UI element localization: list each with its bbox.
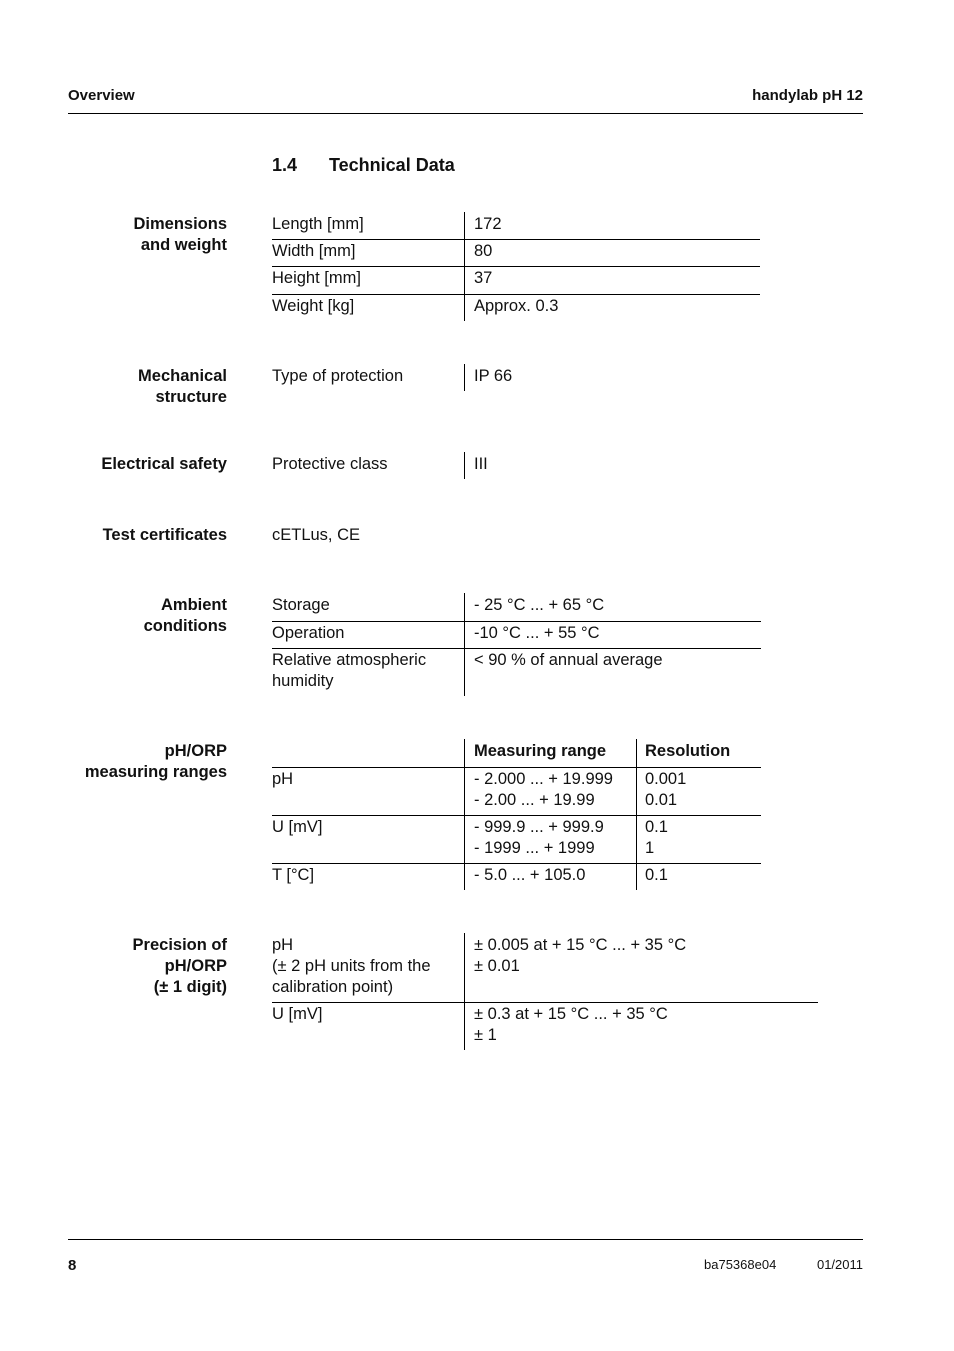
ranges-t-range: - 5.0 ... + 105.0	[474, 866, 586, 884]
dim-length-value: 172	[474, 215, 502, 233]
section-title: Technical Data	[329, 155, 455, 175]
ranges-head-resolution: Resolution	[645, 742, 731, 760]
ranges-head-range: Measuring range	[474, 742, 607, 760]
precision-mv-value: ± 0.3 at + 15 °C ... + 35 °C ± 1	[474, 1005, 668, 1044]
row-rule	[272, 863, 761, 864]
dim-weight-value: Approx. 0.3	[474, 297, 559, 315]
table-divider	[464, 933, 465, 1050]
ranges-ph-resolution: 0.001 0.01	[645, 770, 687, 809]
ranges-ph-label: pH	[272, 770, 294, 788]
amb-storage-value: - 25 °C ... + 65 °C	[474, 596, 605, 614]
ranges-mv-resolution: 0.1 1	[645, 818, 668, 857]
dim-width-value: 80	[474, 242, 493, 260]
header-rule	[68, 113, 863, 114]
row-rule	[272, 648, 761, 649]
row-rule	[272, 621, 761, 622]
mech-protection-label: Type of protection	[272, 367, 404, 385]
label-electrical: Electrical safety	[101, 455, 227, 473]
section-number: 1.4	[272, 155, 298, 175]
doc-date: 01/2011	[816, 1257, 863, 1272]
dim-weight-label: Weight [kg]	[272, 297, 355, 315]
label-dimensions: Dimensions and weight	[133, 215, 227, 254]
row-rule	[272, 294, 760, 295]
label-certificates: Test certificates	[102, 526, 227, 544]
precision-ph-value: ± 0.005 at + 15 °C ... + 35 °C ± 0.01	[474, 936, 687, 975]
page-number: 8	[68, 1257, 77, 1274]
amb-humidity-label: Relative atmospheric humidity	[272, 651, 427, 690]
amb-operation-label: Operation	[272, 624, 345, 642]
amb-operation-value: -10 °C ... + 55 °C	[474, 624, 600, 642]
footer-rule	[68, 1239, 863, 1240]
row-rule	[272, 239, 760, 240]
table-divider	[464, 593, 465, 696]
dim-height-value: 37	[474, 269, 493, 287]
label-ambient: Ambient conditions	[143, 596, 227, 635]
dim-height-label: Height [mm]	[272, 269, 361, 287]
ranges-ph-range: - 2.000 ... + 19.999 - 2.00 ... + 19.99	[474, 770, 613, 809]
label-precision: Precision of pH/ORP (± 1 digit)	[132, 936, 227, 996]
table-divider	[464, 364, 465, 391]
amb-storage-label: Storage	[272, 596, 330, 614]
row-rule	[272, 1002, 818, 1003]
precision-ph-label: pH (± 2 pH units from the calibration point)	[272, 936, 431, 996]
dim-length-label: Length [mm]	[272, 215, 364, 233]
amb-humidity-value: < 90 % of annual average	[474, 651, 663, 669]
ranges-t-label: T [°C]	[272, 866, 315, 884]
table-divider	[464, 452, 465, 479]
precision-mv-label: U [mV]	[272, 1005, 323, 1023]
row-rule	[272, 266, 760, 267]
doc-number: ba75368e04	[704, 1257, 777, 1272]
ranges-mv-range: - 999.9 ... + 999.9 - 1999 ... + 1999	[474, 818, 604, 857]
mech-protection-value: IP 66	[474, 367, 513, 385]
dim-width-label: Width [mm]	[272, 242, 356, 260]
ranges-mv-label: U [mV]	[272, 818, 323, 836]
elec-class-label: Protective class	[272, 455, 388, 473]
header-right: handylab pH 12	[752, 87, 863, 104]
row-rule	[272, 815, 761, 816]
label-mechanical: Mechanical structure	[138, 367, 227, 406]
certificates-value: cETLus, CE	[272, 526, 361, 544]
ranges-t-resolution: 0.1	[645, 866, 668, 884]
row-rule	[272, 767, 761, 768]
label-ranges: pH/ORP measuring ranges	[84, 742, 227, 781]
header-left: Overview	[68, 87, 135, 104]
elec-class-value: III	[474, 455, 488, 473]
